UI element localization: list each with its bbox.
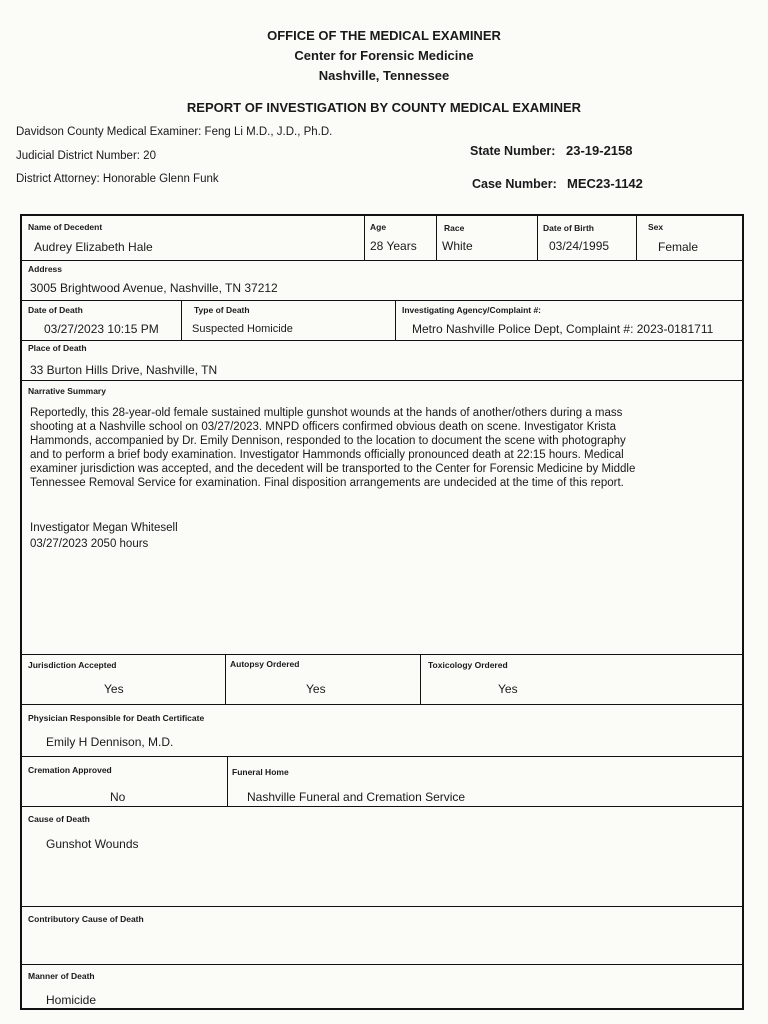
- age-label: Age: [370, 222, 387, 232]
- place-value: 33 Burton Hills Drive, Nashville, TN: [30, 363, 218, 377]
- funeral-home-value: Nashville Funeral and Cremation Service: [247, 790, 466, 804]
- date-of-death-label: Date of Death: [28, 305, 83, 315]
- contributory-label: Contributory Cause of Death: [28, 914, 144, 924]
- sex-value: Female: [658, 240, 699, 254]
- jurisdiction-label: Jurisdiction Accepted: [28, 660, 117, 670]
- physician-value: Emily H Dennison, M.D.: [46, 735, 174, 749]
- report-form: [20, 214, 744, 1010]
- race-value: White: [442, 239, 473, 253]
- examiner-line: Davidson County Medical Examiner: Feng Li M.D., J.D., Ph.D.: [16, 126, 333, 138]
- dob-label: Date of Birth: [543, 223, 594, 233]
- toxicology-label: Toxicology Ordered: [428, 660, 508, 670]
- name-value: Audrey Elizabeth Hale: [34, 240, 153, 254]
- report-title: REPORT OF INVESTIGATION BY COUNTY MEDICAL EXAMINER: [186, 100, 582, 115]
- center-title: Center for Forensic Medicine: [294, 48, 474, 63]
- autopsy-value: Yes: [306, 682, 326, 696]
- office-title: OFFICE OF THE MEDICAL EXAMINER: [267, 28, 501, 43]
- address-label: Address: [28, 264, 63, 274]
- address-value: 3005 Brightwood Avenue, Nashville, TN 37212: [30, 281, 278, 295]
- agency-value: Metro Nashville Police Dept, Complaint #: 2023-0181711: [412, 322, 714, 336]
- physician-label: Physician Responsible for Death Certificate: [28, 713, 205, 723]
- type-of-death-value: Suspected Homicide: [192, 323, 293, 335]
- manner-label: Manner of Death: [28, 971, 95, 981]
- case-number-value: MEC23-1142: [567, 176, 643, 191]
- state-number-value: 23-19-2158: [566, 143, 633, 158]
- date-of-death-value: 03/27/2023 10:15 PM: [44, 322, 159, 336]
- cremation-label: Cremation Approved: [28, 765, 112, 775]
- attorney-line: District Attorney: Honorable Glenn Funk: [16, 173, 219, 185]
- toxicology-value: Yes: [498, 682, 518, 696]
- type-of-death-label: Type of Death: [194, 305, 250, 315]
- agency-label: Investigating Agency/Complaint #:: [402, 305, 542, 315]
- place-label: Place of Death: [28, 343, 87, 353]
- name-label: Name of Decedent: [28, 222, 103, 232]
- cause-value: Gunshot Wounds: [46, 837, 139, 851]
- race-label: Race: [444, 223, 465, 233]
- investigator-name: Investigator Megan Whitesell: [30, 522, 178, 534]
- cremation-value: No: [110, 790, 126, 804]
- state-number-label: State Number:: [470, 144, 556, 158]
- investigator-timestamp: 03/27/2023 2050 hours: [30, 538, 149, 550]
- district-line: Judicial District Number: 20: [16, 150, 156, 162]
- narrative-text: Reportedly, this 28-year-old female sustained multiple gunshot wounds at the hands of another/others during a mass shooting at a Nashville school on 03/27/2023. MNPD officers confirmed obvious death on scene. Investigator Krista Hammonds, accompanied by Dr. Emily Dennison, responded to the location to document the scene with photography and to perform a brief body examination. Investigator Hammonds officially pronounced death at 22:15 hours. Medical examiner jurisdiction was accepted, and the decedent will be transported to the Center for Forensic Medicine by Middle Tennessee Removal Service for examination. Final disposition arrangements are undecided at the time of this report.: [30, 407, 636, 489]
- cause-label: Cause of Death: [28, 814, 90, 824]
- narrative-label: Narrative Summary: [28, 386, 106, 396]
- manner-value: Homicide: [46, 993, 97, 1007]
- autopsy-label: Autopsy Ordered: [230, 659, 300, 669]
- age-value: 28 Years: [370, 239, 417, 253]
- case-number-label: Case Number:: [472, 177, 557, 191]
- funeral-home-label: Funeral Home: [232, 767, 289, 777]
- sex-label: Sex: [648, 222, 664, 232]
- dob-value: 03/24/1995: [549, 239, 610, 253]
- city-title: Nashville, Tennessee: [318, 68, 450, 83]
- jurisdiction-value: Yes: [104, 682, 124, 696]
